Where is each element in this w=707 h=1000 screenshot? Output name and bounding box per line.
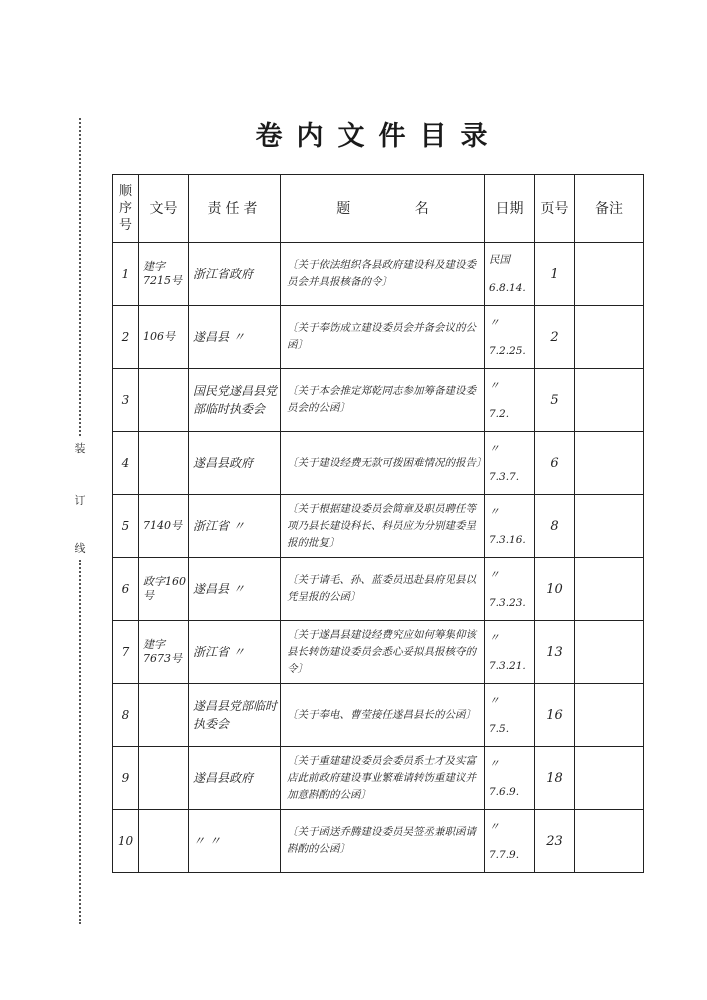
row-doc-no	[139, 432, 189, 495]
date-text: 7.3.21.	[489, 660, 526, 672]
table-row	[113, 243, 644, 306]
page-text: 10	[546, 581, 563, 597]
responsible-text: 国民党遂昌县党部临时执委会	[193, 384, 278, 416]
binding-line-top	[79, 118, 81, 436]
title-text: 〔关于遂昌县建设经费究应如何筹集仰该县长转饬建设委员会悉心妥拟具报核夺的令〕	[287, 628, 476, 675]
seq-text: 2	[121, 330, 130, 344]
title-text: 〔关于本会推定郑乾同志参加筹备建设委员会的公函〕	[287, 385, 476, 414]
binding-char-1: 装	[74, 442, 86, 455]
page-text: 18	[546, 770, 563, 786]
page-title: 卷内文件目录	[255, 121, 502, 152]
row-doc-no	[139, 306, 189, 369]
responsible-text: 浙江省 〃	[193, 519, 245, 533]
page-text: 16	[546, 707, 563, 723]
row-title	[281, 306, 485, 369]
row-seq	[113, 747, 139, 810]
row-title	[281, 495, 485, 558]
date-ditto-text: 〃	[489, 821, 500, 833]
date-ditto-text: 〃	[489, 506, 500, 518]
binding-char-2: 订	[74, 494, 86, 507]
row-page	[535, 684, 575, 747]
seq-text: 7	[121, 645, 130, 659]
title-text: 〔关于请毛、孙、蓝委员迅赴县府见县以凭呈报的公函〕	[287, 574, 476, 603]
row-remarks	[575, 621, 644, 684]
row-responsible	[189, 558, 281, 621]
date-text: 7.3.7.	[489, 471, 520, 483]
row-responsible	[189, 369, 281, 432]
seq-text: 6	[121, 582, 130, 596]
title-text: 〔关于函送乔腾建设委员吴签丞兼职函请斟酌的公函〕	[287, 826, 476, 855]
row-title	[281, 558, 485, 621]
row-doc-no	[139, 621, 189, 684]
row-date	[485, 810, 535, 873]
row-title	[281, 432, 485, 495]
row-remarks	[575, 243, 644, 306]
page-text: 2	[550, 329, 559, 345]
row-responsible	[189, 621, 281, 684]
doc-no-text: 政字160号	[143, 575, 186, 602]
row-seq	[113, 621, 139, 684]
binding-char-3: 线	[74, 542, 86, 555]
row-date	[485, 306, 535, 369]
date-text: 7.2.	[489, 408, 510, 420]
date-ditto-text: 民国	[489, 254, 510, 266]
seq-text: 5	[121, 519, 130, 533]
page-text: 23	[546, 833, 563, 849]
header-row	[113, 175, 644, 243]
doc-no-text: 建字7673号	[143, 638, 182, 665]
date-text: 7.6.9.	[489, 786, 520, 798]
date-text: 7.2.25.	[489, 345, 526, 357]
row-seq	[113, 243, 139, 306]
binding-line-bottom	[79, 560, 81, 924]
page-text: 1	[550, 266, 559, 282]
responsible-text: 遂昌县党部临时执委会	[193, 699, 278, 731]
responsible-text: 浙江省 〃	[193, 645, 245, 659]
row-title	[281, 684, 485, 747]
row-doc-no	[139, 369, 189, 432]
row-seq	[113, 306, 139, 369]
row-date	[485, 369, 535, 432]
page-text: 6	[550, 455, 559, 471]
row-responsible	[189, 243, 281, 306]
row-page	[535, 810, 575, 873]
responsible-text: 遂昌县政府	[193, 456, 254, 470]
row-remarks	[575, 432, 644, 495]
seq-text: 1	[121, 267, 130, 281]
table-row	[113, 369, 644, 432]
row-date	[485, 558, 535, 621]
row-responsible	[189, 306, 281, 369]
row-doc-no	[139, 684, 189, 747]
row-title	[281, 243, 485, 306]
header-date: 日期	[485, 175, 535, 243]
seq-text: 8	[121, 708, 130, 722]
row-remarks	[575, 558, 644, 621]
row-doc-no	[139, 558, 189, 621]
seq-text: 9	[121, 771, 130, 785]
table-row	[113, 432, 644, 495]
date-text: 7.3.16.	[489, 534, 526, 546]
title-text: 〔关于建设经费无款可拨困难情况的报告〕	[287, 456, 487, 469]
title-text: 〔关于奉电、曹莹接任遂昌县长的公函〕	[287, 708, 476, 721]
header-title: 题 名	[281, 175, 485, 243]
row-seq	[113, 684, 139, 747]
date-ditto-text: 〃	[489, 380, 500, 392]
row-page	[535, 558, 575, 621]
row-responsible	[189, 747, 281, 810]
responsible-text: 遂昌县 〃	[193, 582, 245, 596]
title-text: 〔关于重建建设委员会委员系士才及实富店此前政府建设事业繁难请转饬重建议并加意斟酌的公函〕	[287, 754, 476, 801]
row-title	[281, 621, 485, 684]
date-ditto-text: 〃	[489, 758, 500, 770]
row-responsible	[189, 684, 281, 747]
row-seq	[113, 810, 139, 873]
row-page	[535, 369, 575, 432]
title-text: 〔关于奉饬成立建设委员会并备会议的公函〕	[287, 322, 476, 351]
date-ditto-text: 〃	[489, 443, 500, 455]
row-doc-no	[139, 495, 189, 558]
row-date	[485, 495, 535, 558]
page-text: 8	[550, 518, 559, 534]
seq-text: 3	[121, 393, 130, 407]
table-row	[113, 621, 644, 684]
date-text: 6.8.14.	[489, 282, 526, 294]
row-seq	[113, 495, 139, 558]
row-remarks	[575, 810, 644, 873]
table-row	[113, 684, 644, 747]
title-text: 〔关于依法组织各县政府建设科及建设委员会并具报核备的令〕	[287, 259, 476, 288]
date-ditto-text: 〃	[489, 317, 500, 329]
date-ditto-text: 〃	[489, 569, 500, 581]
row-responsible	[189, 810, 281, 873]
table-row	[113, 747, 644, 810]
row-title	[281, 810, 485, 873]
row-remarks	[575, 306, 644, 369]
row-remarks	[575, 369, 644, 432]
title-text: 〔关于根据建设委员会简章及职员聘任等项乃县长建设科长、科员应为分别建委呈报的批复〕	[287, 502, 476, 549]
row-page	[535, 747, 575, 810]
row-responsible	[189, 432, 281, 495]
row-title	[281, 747, 485, 810]
date-ditto-text: 〃	[489, 632, 500, 644]
row-date	[485, 432, 535, 495]
row-page	[535, 306, 575, 369]
row-remarks	[575, 495, 644, 558]
row-page	[535, 621, 575, 684]
doc-no-text: 7140号	[143, 519, 182, 532]
table-row	[113, 810, 644, 873]
header-seq: 顺序号	[113, 175, 139, 243]
page-text: 13	[546, 644, 563, 660]
table-row	[113, 558, 644, 621]
row-date	[485, 684, 535, 747]
row-title	[281, 369, 485, 432]
row-page	[535, 243, 575, 306]
row-seq	[113, 369, 139, 432]
page-text: 5	[550, 392, 559, 408]
date-text: 7.5.	[489, 723, 510, 735]
date-text: 7.3.23.	[489, 597, 526, 609]
responsible-text: 〃 〃	[193, 834, 221, 848]
doc-no-text: 106号	[143, 330, 175, 343]
responsible-text: 遂昌县政府	[193, 771, 254, 785]
seq-text: 4	[121, 456, 130, 470]
date-ditto-text: 〃	[489, 695, 500, 707]
file-catalog-table	[112, 174, 644, 873]
header-responsible: 责任者	[189, 175, 281, 243]
row-page	[535, 495, 575, 558]
row-date	[485, 747, 535, 810]
header-remarks: 备注	[575, 175, 644, 243]
row-remarks	[575, 684, 644, 747]
table-body	[113, 243, 644, 873]
row-page	[535, 432, 575, 495]
row-doc-no	[139, 243, 189, 306]
row-responsible	[189, 495, 281, 558]
row-remarks	[575, 747, 644, 810]
doc-no-text: 建字7215号	[143, 260, 182, 287]
header-doc-no: 文号	[139, 175, 189, 243]
table-row	[113, 495, 644, 558]
responsible-text: 遂昌县 〃	[193, 330, 245, 344]
date-text: 7.7.9.	[489, 849, 520, 861]
seq-text: 10	[117, 834, 134, 848]
row-date	[485, 243, 535, 306]
table-row	[113, 306, 644, 369]
row-seq	[113, 432, 139, 495]
row-doc-no	[139, 810, 189, 873]
row-seq	[113, 558, 139, 621]
row-date	[485, 621, 535, 684]
header-page: 页号	[535, 175, 575, 243]
responsible-text: 浙江省政府	[193, 267, 254, 281]
row-doc-no	[139, 747, 189, 810]
